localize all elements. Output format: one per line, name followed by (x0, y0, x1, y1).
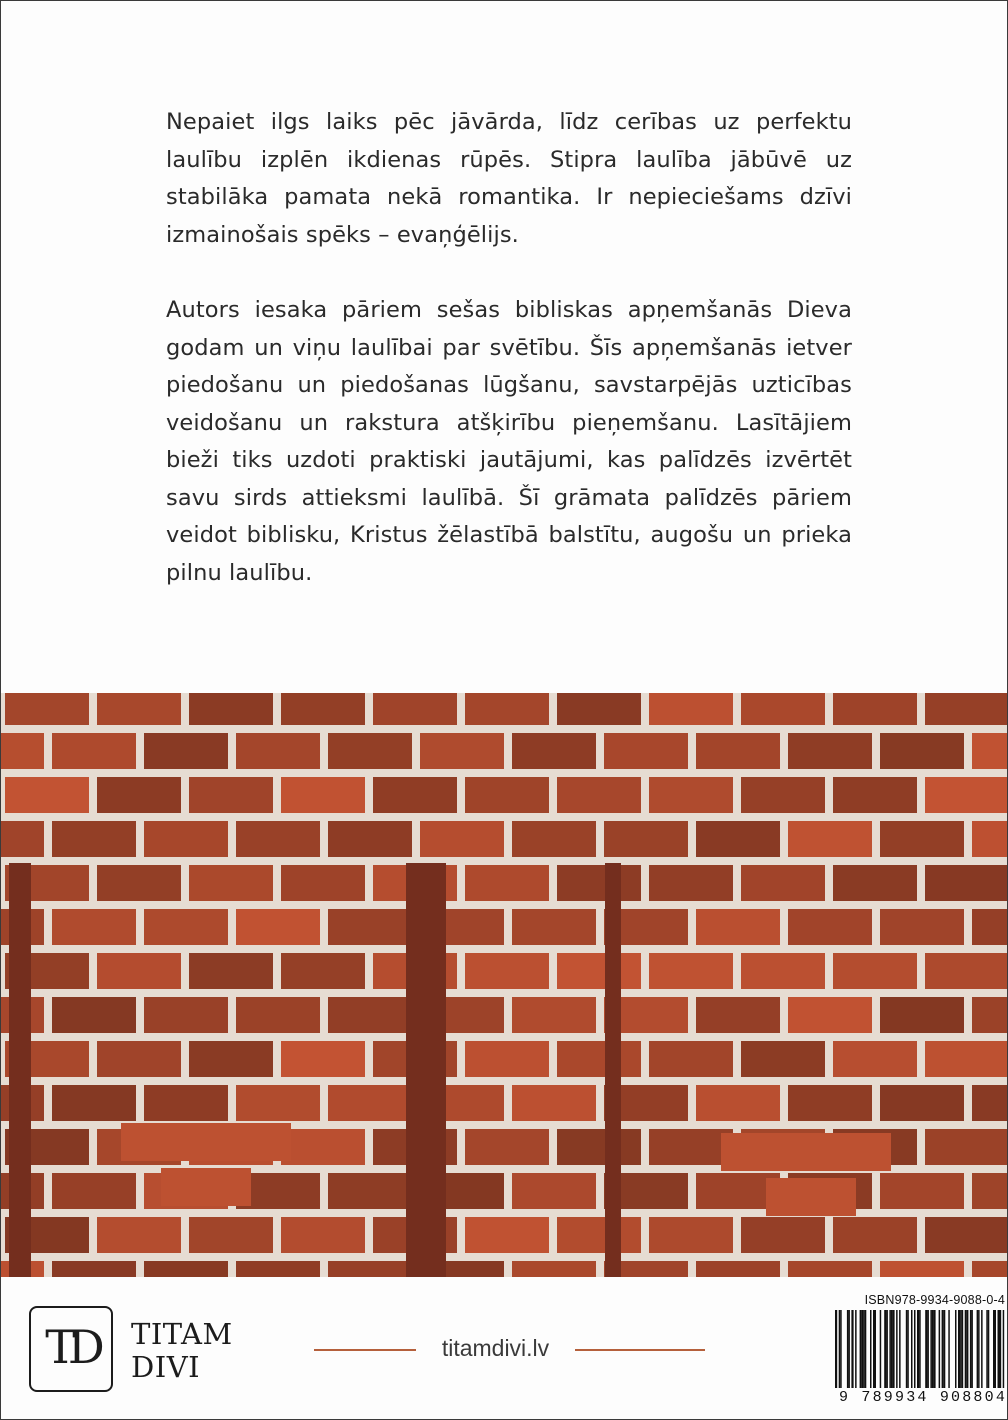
barcode-bar (863, 1310, 865, 1388)
brick (281, 777, 365, 813)
brick (557, 693, 641, 725)
blurb-paragraph-1: Nepaiet ilgs laiks pēc jāvārda, līdz cerības uz perfektu laulību izplēn ikdienas rūpēs. Stipra laulība jābūvē uz stabilāka pamata nekā romantika. Ir nepieciešams dzīvi izmainošais spēks – evaņģēlijs. (166, 109, 852, 248)
publisher-name-line2: DIVI (131, 1350, 201, 1384)
brick (925, 777, 1007, 813)
barcode-bar (851, 1310, 853, 1388)
barcode-bar (971, 1310, 973, 1388)
brick (5, 693, 89, 725)
brick (833, 1041, 917, 1077)
brick (144, 1261, 228, 1277)
barcode-bar (958, 1310, 960, 1388)
brick (925, 953, 1007, 989)
brick-wall-photo (1, 693, 1007, 1277)
brick (465, 1217, 549, 1253)
brick (604, 821, 688, 857)
brick (373, 777, 457, 813)
brick (649, 777, 733, 813)
barcode-bar (889, 1310, 891, 1388)
brick (189, 1217, 273, 1253)
barcode-bar (860, 1310, 862, 1388)
brick (649, 865, 733, 901)
brick (144, 909, 228, 945)
barcode-bar (970, 1310, 972, 1388)
brick (281, 1041, 365, 1077)
barcode-bar (873, 1310, 875, 1388)
brick (972, 909, 1007, 945)
divider-right (575, 1349, 705, 1351)
brick (696, 1085, 780, 1121)
brick (189, 1041, 273, 1077)
barcode-bar (855, 1310, 857, 1388)
barcode-bar (933, 1310, 935, 1388)
brick (649, 953, 733, 989)
projecting-brick (766, 1178, 856, 1216)
brick (972, 997, 1007, 1033)
brick (880, 733, 964, 769)
brick (649, 693, 733, 725)
publisher-website: titamdivi.lv (441, 1335, 550, 1361)
brick (465, 1129, 549, 1165)
brick (788, 733, 872, 769)
brick (328, 997, 412, 1033)
brick (465, 777, 549, 813)
brick (557, 1041, 641, 1077)
publisher-name-line1: TITAM (131, 1317, 233, 1351)
brick (557, 953, 641, 989)
barcode-bar (907, 1310, 909, 1388)
barcode-bar (880, 1310, 882, 1388)
barcode-bar (927, 1310, 929, 1388)
publisher-monogram: TD (45, 1320, 97, 1374)
brick (925, 1217, 1007, 1253)
brick (236, 909, 320, 945)
brick (144, 997, 228, 1033)
barcode-bar (919, 1310, 921, 1388)
barcode-bar (835, 1310, 837, 1388)
barcode-bar (911, 1310, 913, 1388)
blurb-paragraph-2: Autors iesaka pāriem sešas bibliskas apņemšanās Dieva godam un viņu laulībai par svētību. Šīs apņemšanās ietver piedošanu un piedošanas lūgšanu, savstarpējās uzticības veidošanu un rakstura atšķirību pieņemšanu. Lasītājiem bieži tiks uzdoti praktiski jautājumi, kas palīdzēs izvērtēt savu sirds attieksmi laulībā. Šī grāmata palīdzēs pāriem veidot biblisku, Kristus žēlastībā balstītu, augošu un prieka pilnu laulību. (166, 297, 852, 586)
brick (236, 1085, 320, 1121)
brick (972, 1261, 1007, 1277)
barcode-bar (892, 1310, 894, 1388)
brick (741, 777, 825, 813)
barcode-bar (896, 1310, 898, 1388)
barcode-bar (930, 1310, 932, 1388)
isbn-label: ISBN978-9934-9088-0-4 (864, 1293, 1005, 1307)
brick (604, 733, 688, 769)
brick (465, 693, 549, 725)
barcode-bar (906, 1310, 908, 1388)
isbn-barcode-digits: 9 789934 908804 (839, 1389, 1008, 1406)
brick (281, 1217, 365, 1253)
isbn-barcode (833, 1310, 1005, 1390)
brick (741, 865, 825, 901)
brick (97, 865, 181, 901)
brick (328, 1261, 412, 1277)
brick (328, 1085, 412, 1121)
brick (925, 693, 1007, 725)
brick (512, 1085, 596, 1121)
brick (788, 997, 872, 1033)
brick (236, 733, 320, 769)
brick (512, 909, 596, 945)
barcode-bar (977, 1310, 979, 1388)
pilaster (9, 863, 31, 1277)
brick (557, 865, 641, 901)
brick (972, 733, 1007, 769)
brick (189, 693, 273, 725)
brick (972, 821, 1007, 857)
publisher-logo (29, 1306, 113, 1392)
brick (696, 909, 780, 945)
brick (833, 865, 917, 901)
brick (420, 821, 504, 857)
brick (557, 1129, 641, 1165)
brick (144, 733, 228, 769)
barcode-bar (981, 1310, 983, 1388)
barcode-bar (862, 1310, 864, 1388)
barcode-bar (986, 1310, 988, 1388)
brick (97, 777, 181, 813)
brick (649, 1041, 733, 1077)
brick (880, 997, 964, 1033)
barcode-bar (962, 1310, 964, 1388)
brick (189, 953, 273, 989)
brick (465, 1041, 549, 1077)
cover-footer (1, 1277, 1007, 1419)
brick (281, 693, 365, 725)
brick (1, 733, 44, 769)
barcode-bar (966, 1310, 968, 1388)
brick (373, 693, 457, 725)
barcode-bar (840, 1310, 842, 1388)
brick (97, 1217, 181, 1253)
brick (512, 1173, 596, 1209)
brick (97, 1041, 181, 1077)
brick (512, 821, 596, 857)
brick (925, 1041, 1007, 1077)
brick (512, 1261, 596, 1277)
projecting-brick (161, 1168, 251, 1206)
brick (833, 1217, 917, 1253)
brick (52, 1085, 136, 1121)
barcode-bar (988, 1310, 990, 1388)
brick (741, 693, 825, 725)
brick (696, 821, 780, 857)
barcode-bar (955, 1310, 957, 1388)
brick (833, 953, 917, 989)
divider-left (314, 1349, 416, 1351)
brick (52, 733, 136, 769)
brick (144, 1085, 228, 1121)
brick (925, 1129, 1007, 1165)
brick (236, 1261, 320, 1277)
brick (880, 909, 964, 945)
brick (925, 865, 1007, 901)
brick (649, 1129, 733, 1165)
barcode-bar (932, 1310, 934, 1388)
brick (97, 953, 181, 989)
barcode-bar (917, 1310, 919, 1388)
barcode-bar (999, 1310, 1001, 1388)
brick (741, 1217, 825, 1253)
pilaster (406, 863, 446, 1277)
brick (788, 909, 872, 945)
barcode-bar (925, 1310, 927, 1388)
brick (741, 953, 825, 989)
brick (696, 733, 780, 769)
brick (833, 777, 917, 813)
brick (281, 1129, 365, 1165)
brick (465, 953, 549, 989)
brick (880, 821, 964, 857)
barcode-bar (944, 1310, 946, 1388)
brick (52, 909, 136, 945)
barcode-bar (847, 1310, 849, 1388)
brick (696, 997, 780, 1033)
brick (5, 777, 89, 813)
brick (512, 733, 596, 769)
brick (281, 953, 365, 989)
brick (97, 693, 181, 725)
barcode-bar (978, 1310, 980, 1388)
barcode-bar (939, 1310, 941, 1388)
blurb-text (166, 104, 852, 630)
barcode-bar (993, 1310, 995, 1388)
brick (557, 777, 641, 813)
pilaster (605, 863, 621, 1277)
brick (512, 997, 596, 1033)
barcode-bar (886, 1310, 888, 1388)
barcode-bar (884, 1310, 886, 1388)
brick (833, 693, 917, 725)
brick (880, 1085, 964, 1121)
brick (741, 1041, 825, 1077)
brick (880, 1261, 964, 1277)
barcode-bar (891, 1310, 893, 1388)
brick (788, 1261, 872, 1277)
brick (328, 1173, 412, 1209)
brick (52, 997, 136, 1033)
barcode-bar (942, 1310, 944, 1388)
barcode-bar (960, 1310, 962, 1388)
barcode-bar (870, 1310, 872, 1388)
brick (972, 1173, 1007, 1209)
projecting-brick (721, 1133, 891, 1171)
brick-wall-image (1, 693, 1007, 1277)
barcode-bar (875, 1310, 877, 1388)
brick (649, 1217, 733, 1253)
brick (880, 1173, 964, 1209)
brick (972, 1085, 1007, 1121)
brick (328, 821, 412, 857)
barcode-bar (914, 1310, 916, 1388)
brick (52, 1261, 136, 1277)
brick (52, 1173, 136, 1209)
brick (465, 865, 549, 901)
brick (696, 1261, 780, 1277)
barcode-bar (899, 1310, 901, 1388)
barcode-bar (839, 1310, 841, 1388)
barcode-bar (865, 1310, 867, 1388)
brick (420, 733, 504, 769)
projecting-brick (121, 1123, 291, 1161)
brick (328, 733, 412, 769)
brick (788, 1085, 872, 1121)
brick (236, 997, 320, 1033)
brick (1, 821, 44, 857)
brick (189, 865, 273, 901)
barcode-bar (1003, 1310, 1005, 1388)
brick (788, 821, 872, 857)
barcode-bar (995, 1310, 997, 1388)
brick (236, 821, 320, 857)
barcode-bar (998, 1310, 1000, 1388)
brick (328, 909, 412, 945)
brick (557, 1217, 641, 1253)
barcode-bar (948, 1310, 950, 1388)
brick (52, 821, 136, 857)
barcode-bar (848, 1310, 850, 1388)
brick (189, 777, 273, 813)
brick (144, 821, 228, 857)
brick (281, 865, 365, 901)
barcode-bar (965, 1310, 967, 1388)
